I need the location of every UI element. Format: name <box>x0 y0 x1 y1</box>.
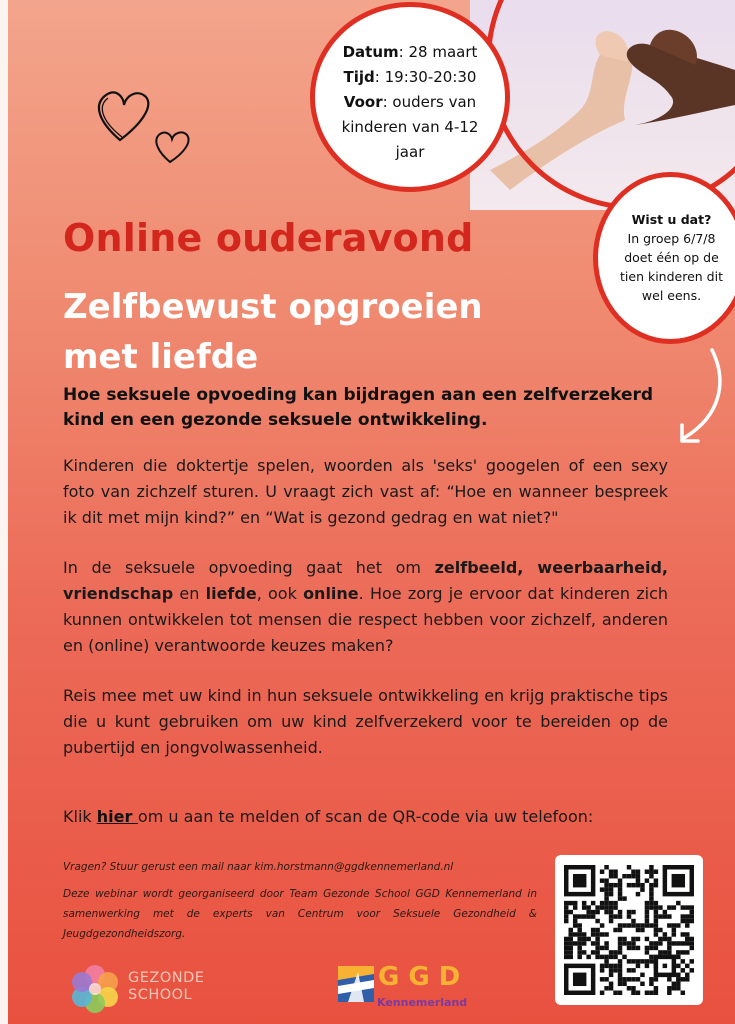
gezonde-school-flower-icon <box>68 962 123 1014</box>
intro-subtitle: Hoe seksuele opvoeding kan bijdragen aan een zelfverzekerd kind en een gezonde seksuele ontwikkeling. <box>63 385 654 430</box>
voor-value: : ouders van kinderen van 4-12 jaar <box>341 93 479 161</box>
ggd-flag-icon <box>338 962 376 1006</box>
voor-label: Voor <box>343 93 383 111</box>
organizer-text: Deze webinar wordt georganiseerd door Team Gezonde School GGD Kennemerland in samenwerking met de experts van Centrum voor Seksuele Gezondheid & Jeugdgezondheidszorg. <box>63 888 537 940</box>
paragraph-3: Reis mee met uw kind in hun seksuele ontwikkeling en krijg praktische tips die u kunt gebruiken om uw kind zelfverzekerd voor te bereiden op de pubertijd en jongvolwassenheid. <box>63 686 668 757</box>
paragraph-1: Kinderen die doktertje spelen, woorden als 'seks' googelen of een sexy foto van zichzelf sturen. U vraagt zich vast af: “Hoe en wanneer bespreek ik dit met mijn kind?” en “Wat is gezond gedrag en wat niet?" <box>63 456 668 527</box>
datum-label: Datum <box>342 43 399 61</box>
tijd-value: : 19:30-20:30 <box>374 68 477 86</box>
main-title: Online ouderavond <box>63 216 474 260</box>
tijd-label: Tijd <box>343 68 375 86</box>
signup-line: Klik hier om u aan te melden of scan de QR-code via uw telefoon: <box>63 807 594 826</box>
signup-link[interactable]: hier <box>96 807 138 826</box>
datum-value: : 28 maart <box>398 43 478 61</box>
ggd-logo-subtext: Kennemerland <box>377 996 468 1009</box>
hearts-doodle-icon <box>90 85 200 170</box>
event-details-circle <box>310 2 510 192</box>
contact-text: Vragen? Stuur gerust een mail naar kim.horstmann@ggdkennemerland.nl <box>63 861 454 873</box>
subtitle-line-2: met liefde <box>63 337 259 377</box>
fact-circle <box>593 172 735 344</box>
curved-arrow-icon <box>672 345 732 450</box>
subtitle-line-1: Zelfbewust opgroeien <box>63 287 483 327</box>
gezonde-school-logo-text: GEZONDE SCHOOL <box>128 970 205 1003</box>
qr-code-card[interactable] <box>555 855 703 1005</box>
page-edge <box>0 0 8 1024</box>
paragraph-2: In de seksuele opvoeding gaat het om zelfbeeld, weerbaarheid, vriendschap en liefde, ook online. Hoe zorg je ervoor dat kinderen zich kunnen ontwikkelen tot mensen die respect hebben voor zichzelf, anderen en (online) verantwoorde keuzes maken? <box>63 558 669 655</box>
ggd-logo-text: GGD <box>378 962 470 992</box>
fact-title: Wist u dat? <box>631 212 712 227</box>
qr-code[interactable] <box>564 865 694 995</box>
subtitle-heading <box>63 282 483 382</box>
fact-text: In groep 6/7/8 doet één op de tien kinderen dit wel eens. <box>620 231 723 303</box>
